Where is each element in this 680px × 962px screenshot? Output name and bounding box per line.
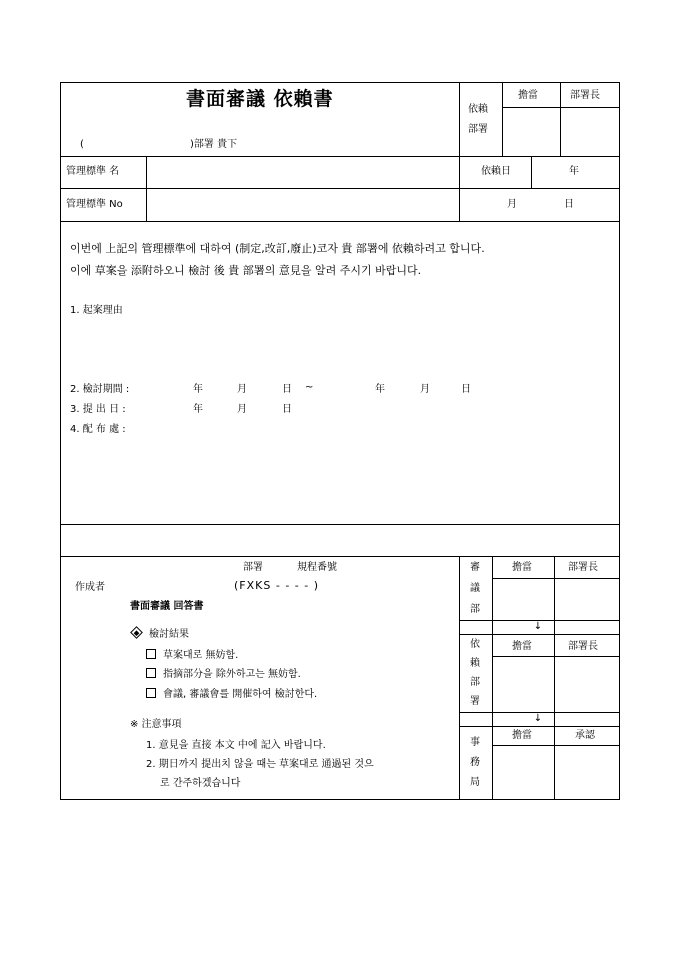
approval-col-charge: 擔當	[518, 90, 538, 101]
option-1-label: 草案대로 無妨함.	[163, 650, 239, 661]
review-tilde: ~	[305, 382, 314, 393]
submit-day: 日	[282, 404, 292, 415]
review-dept-char-2: 議	[470, 583, 480, 594]
std-no-field[interactable]	[148, 190, 458, 220]
checkbox-option-1[interactable]	[146, 649, 156, 659]
sec-col-approve: 承認	[575, 730, 595, 741]
divider-sec-top	[459, 726, 620, 727]
req-dept-char-3: 部	[470, 677, 480, 688]
request-dept-label-2: 部署	[468, 124, 488, 135]
review-from-year: 年	[193, 384, 203, 395]
intro-line-1: 이번에 上記의 管理標準에 대하여 (制定,改訂,廢止)코자 貴 部署에 依賴하려고 합니다.	[70, 242, 485, 255]
request-date-label: 依賴日	[481, 166, 511, 177]
req-sign-charge[interactable]	[493, 657, 553, 711]
review-sign-head[interactable]	[555, 579, 619, 619]
review-from-day: 日	[282, 384, 292, 395]
note-2b: 로 간주하겠습니다	[160, 778, 241, 789]
review-col-head: 部署長	[568, 562, 598, 573]
item-distribution: 4. 配 布 處 :	[70, 424, 126, 435]
divider-reply-top	[60, 556, 620, 557]
item-submit-date: 3. 提 出 日 :	[70, 404, 126, 415]
diamond-bullet-icon	[130, 626, 143, 639]
sec-sign-charge[interactable]	[493, 746, 553, 799]
option-2-label: 指摘部分을 除外하고는 無妨함.	[163, 669, 301, 680]
request-date-month: 月	[507, 199, 517, 210]
review-from-month: 月	[237, 384, 247, 395]
note-1: 1. 意見을 直接 本文 中에 記入 바랍니다.	[146, 740, 326, 751]
dept-label: 部署	[243, 562, 263, 573]
item-review-period: 2. 檢討期間 :	[70, 384, 130, 395]
review-result-title	[130, 628, 189, 641]
std-name-label: 管理標準 名	[66, 166, 120, 177]
request-date-year: 年	[569, 166, 579, 177]
review-to-month: 月	[420, 384, 430, 395]
review-result-label: 檢討結果	[149, 629, 189, 640]
divider-std-name	[60, 188, 620, 189]
approval-sign-head[interactable]	[561, 108, 619, 155]
review-to-year: 年	[375, 384, 385, 395]
checkbox-option-3[interactable]	[146, 688, 156, 698]
req-dept-char-4: 署	[470, 696, 480, 707]
rule-code: (FXKS - - - - )	[234, 579, 320, 592]
to-line-open: (	[80, 139, 84, 150]
author-label: 作成者	[75, 582, 105, 593]
submit-year: 年	[193, 404, 203, 415]
approval-sign-charge[interactable]	[503, 108, 559, 155]
form-title: 書面審議 依賴書	[186, 88, 334, 110]
req-dept-char-1: 依	[470, 639, 480, 650]
approval-col-head: 部署長	[570, 90, 600, 101]
arrow-down-icon: ↓	[533, 621, 543, 632]
review-dept-char-1: 審	[470, 562, 480, 573]
option-3-label: 會議, 審議會를 開催하여 檢討한다.	[163, 689, 318, 700]
req-col-charge: 擔當	[512, 641, 532, 652]
review-to-day: 日	[461, 384, 471, 395]
review-dept-char-3: 部	[470, 604, 480, 615]
request-dept-label-1: 依賴	[468, 104, 488, 115]
req-col-head: 部署長	[568, 641, 598, 652]
divider-label-col	[146, 156, 147, 221]
divider-req-top	[459, 634, 620, 635]
option-row-3	[146, 688, 317, 701]
to-line-dept: )部署 貴下	[190, 139, 238, 150]
sec-sign-approve[interactable]	[555, 746, 619, 799]
arrow-down-icon: ↓	[533, 713, 543, 724]
divider-reply-right	[459, 556, 460, 800]
submit-month: 月	[237, 404, 247, 415]
intro-line-2: 이에 草案을 添附하오니 檢討 後 貴 部署의 意見을 알려 주시기 바랍니다.	[70, 264, 422, 277]
divider-date-col	[531, 156, 532, 188]
std-no-label: 管理標準 No	[66, 199, 123, 210]
req-dept-char-2: 賴	[470, 658, 480, 669]
rule-no-label: 規程番號	[297, 562, 337, 573]
sec-char-1: 事	[470, 737, 480, 748]
sec-col-charge: 擔當	[512, 730, 532, 741]
item-reason: 1. 起案理由	[70, 305, 123, 316]
reply-title: 書面審議 回答書	[130, 601, 204, 612]
option-row-1	[146, 649, 238, 662]
req-sign-head[interactable]	[555, 657, 619, 711]
sec-char-2: 務	[470, 757, 480, 768]
option-row-2	[146, 668, 301, 681]
request-date-day: 日	[564, 199, 574, 210]
sec-char-3: 局	[470, 777, 480, 788]
note-2a: 2. 期日까지 提出치 않을 때는 草案대로 通過된 것으	[146, 759, 374, 770]
std-name-field[interactable]	[148, 158, 458, 187]
review-col-charge: 擔當	[512, 562, 532, 573]
notes-title: ※ 注意事項	[130, 719, 182, 730]
divider-std-no	[60, 221, 620, 222]
review-sign-charge[interactable]	[493, 579, 553, 619]
divider-body-bottom	[60, 524, 620, 525]
divider-header	[60, 156, 620, 157]
divider-header-right	[459, 82, 460, 221]
checkbox-option-2[interactable]	[146, 668, 156, 678]
